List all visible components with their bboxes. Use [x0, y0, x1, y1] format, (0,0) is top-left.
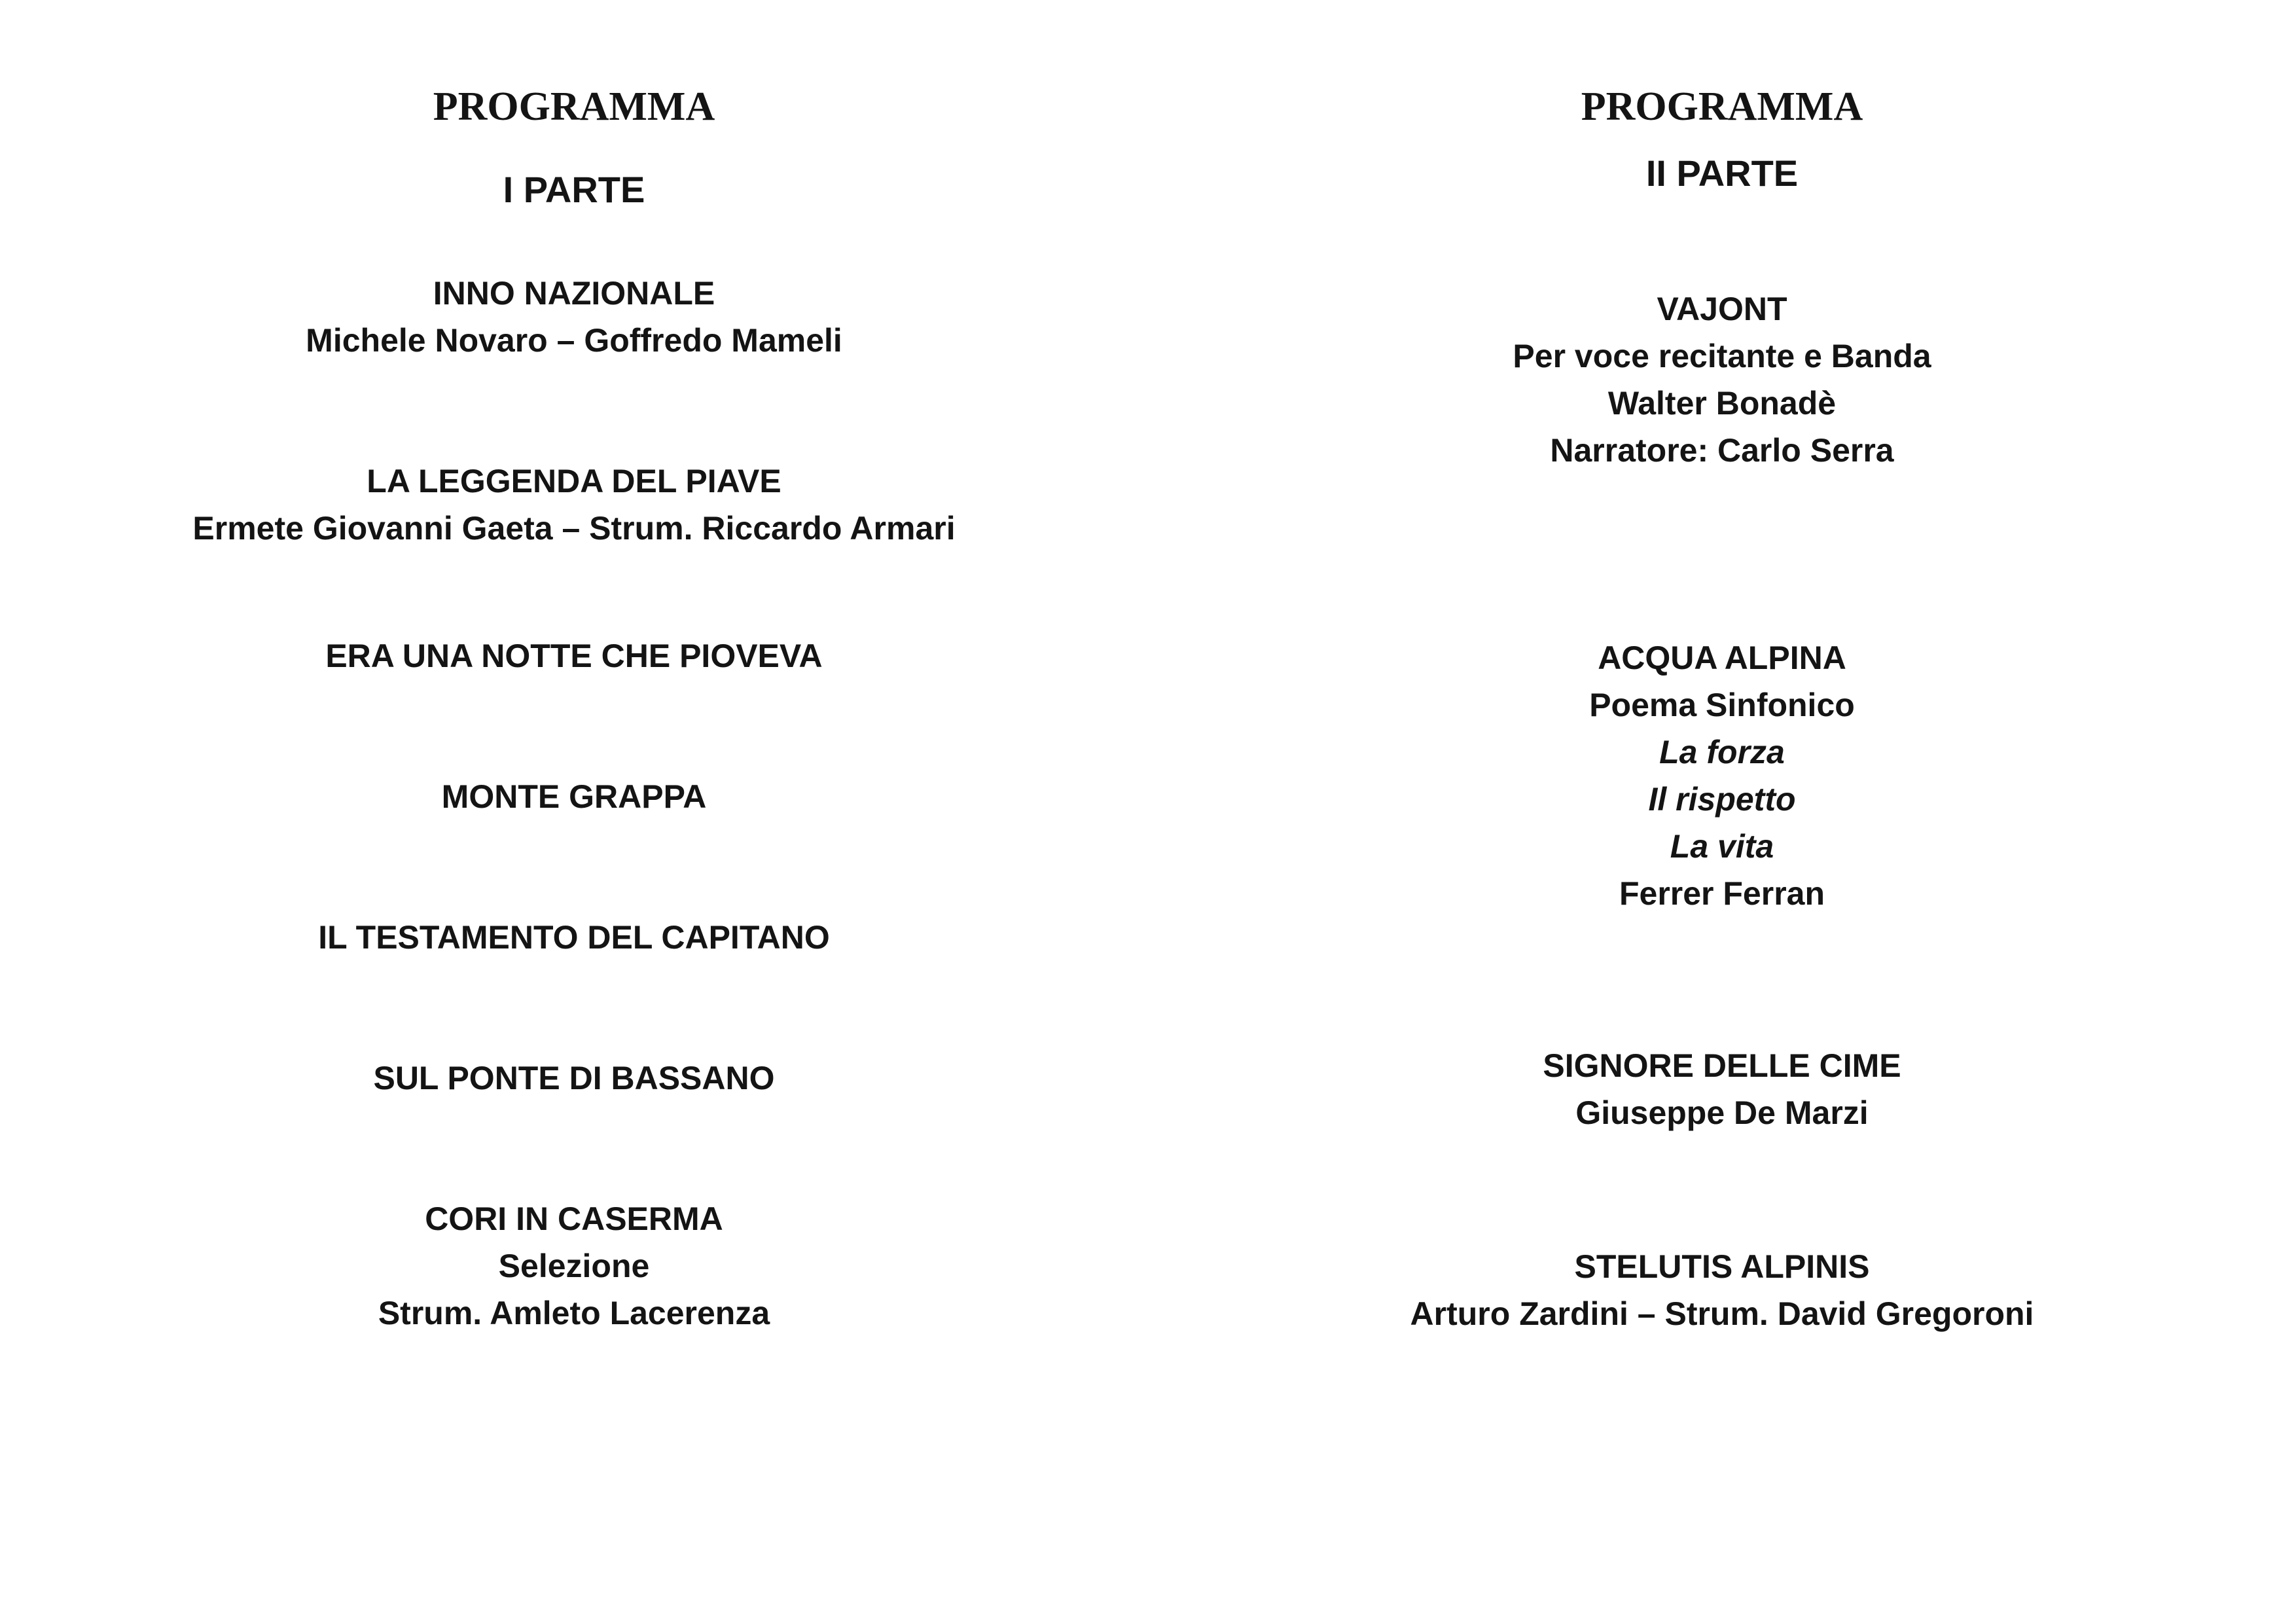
piece-title: ACQUA ALPINA — [1598, 640, 1846, 676]
piece-title: SUL PONTE DI BASSANO — [373, 1060, 775, 1096]
piece-composer: Giuseppe De Marzi — [1575, 1094, 1869, 1131]
piece-arranger: Strum. Amleto Lacerenza — [378, 1295, 770, 1331]
piece-composer: Walter Bonadè — [1607, 385, 1837, 422]
piece-composer: Ermete Giovanni Gaeta – Strum. Riccardo Armari — [192, 510, 956, 547]
movement-title: La forza — [1659, 734, 1785, 770]
part-title: I PARTE — [503, 169, 645, 210]
piece-narrator: Narratore: Carlo Serra — [1550, 432, 1894, 469]
piece-title: STELUTIS ALPINIS — [1574, 1248, 1870, 1285]
piece-title: MONTE GRAPPA — [441, 778, 707, 815]
piece-title: SIGNORE DELLE CIME — [1543, 1047, 1901, 1084]
piece-title: IL TESTAMENTO DEL CAPITANO — [318, 919, 830, 956]
piece-title: VAJONT — [1657, 291, 1787, 327]
piece-composer: Arturo Zardini – Strum. David Gregoroni — [1410, 1295, 2034, 1332]
program-part-two — [1148, 0, 2296, 1624]
piece-detail: Per voce recitante e Banda — [1513, 338, 1931, 374]
piece-detail: Selezione — [498, 1248, 650, 1284]
movement-title: La vita — [1670, 828, 1774, 865]
program-heading: PROGRAMMA — [1581, 84, 1863, 129]
piece-detail: Poema Sinfonico — [1589, 687, 1855, 723]
piece-title: CORI IN CASERMA — [425, 1200, 723, 1237]
movement-title: Il rispetto — [1648, 781, 1796, 818]
piece-composer: Ferrer Ferran — [1619, 875, 1825, 912]
piece-composer: Michele Novaro – Goffredo Mameli — [306, 322, 842, 359]
piece-title: ERA UNA NOTTE CHE PIOVEVA — [325, 638, 823, 674]
part-title: II PARTE — [1645, 153, 1799, 194]
piece-title: LA LEGGENDA DEL PIAVE — [367, 463, 781, 499]
program-heading: PROGRAMMA — [433, 84, 715, 129]
piece-title: INNO NAZIONALE — [433, 275, 715, 312]
